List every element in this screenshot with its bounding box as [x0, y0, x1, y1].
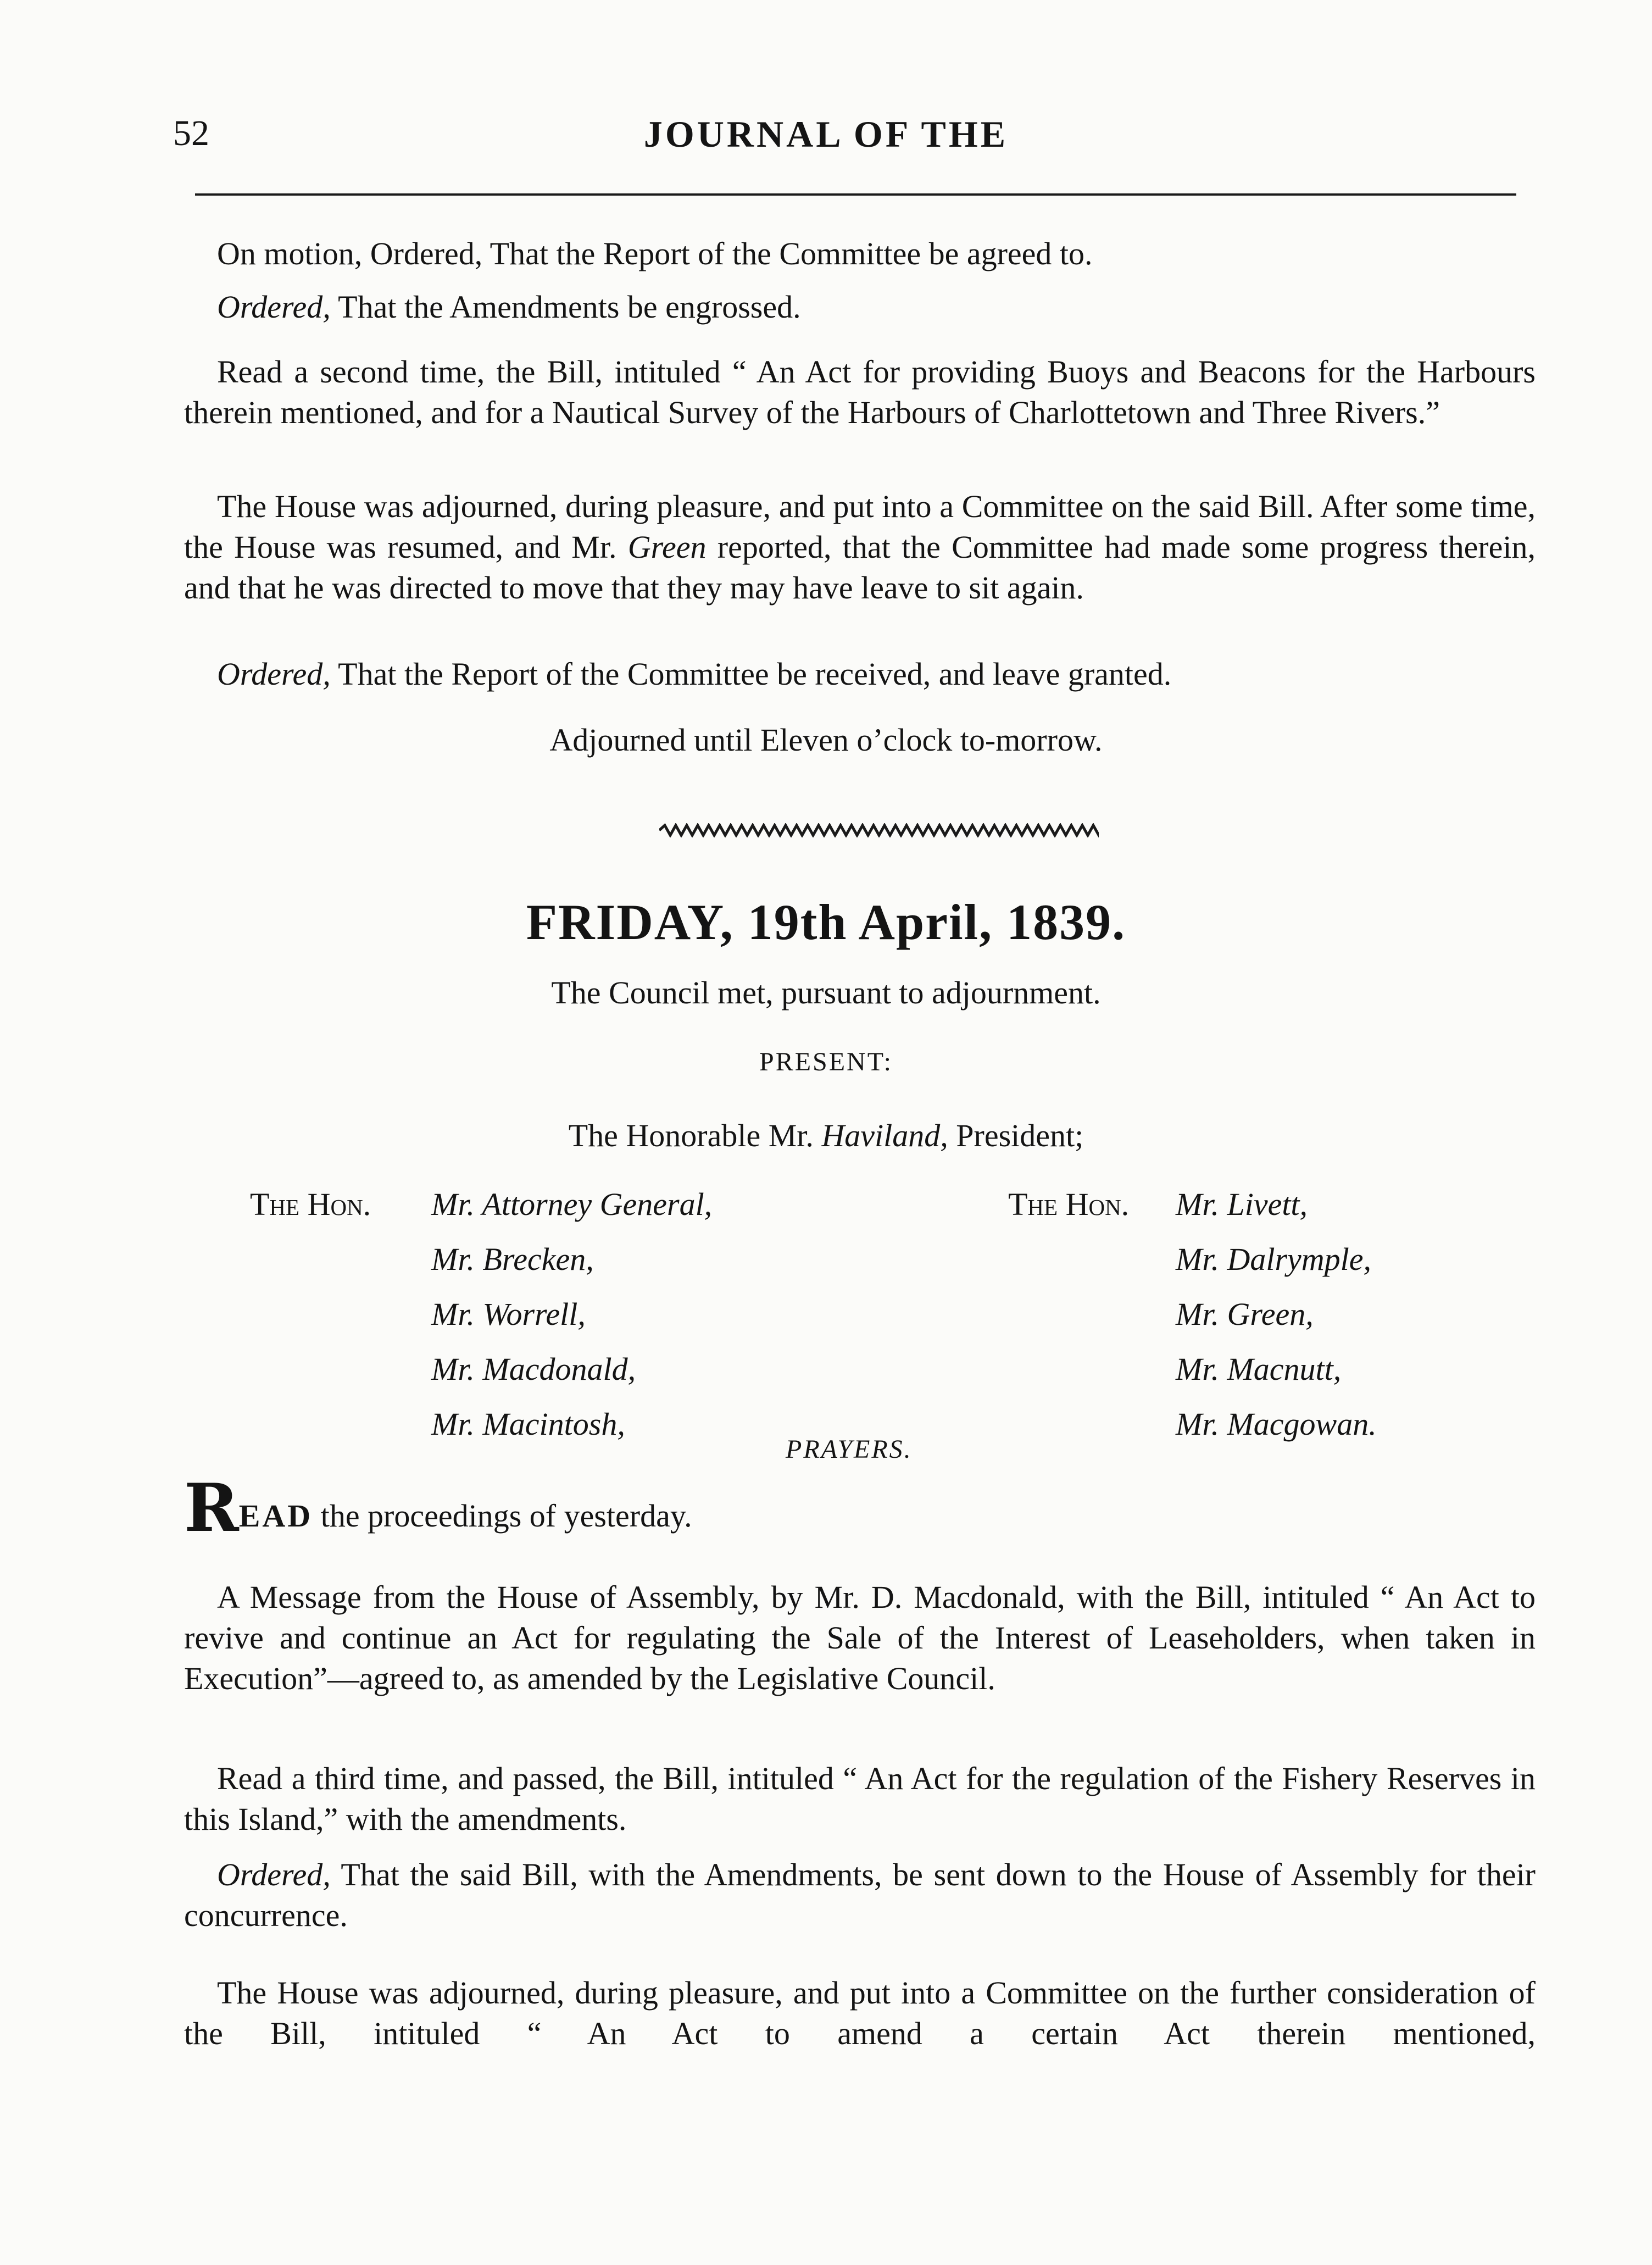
hon-prefix-left: The Hon. — [250, 1186, 371, 1222]
paragraph-assembly-message: A Message from the House of Assembly, by Mr. D. Macdonald, with the Bill, intituled “ An Act to revive and continue an Act for regulating the Sale of the Interest of Leaseholders, when taken in Execution”—agreed to, as amended by the Legislative Council. — [184, 1579, 1536, 1696]
member-left: Mr. Macdonald, — [431, 1351, 636, 1387]
member-name-italic: Green — [627, 529, 707, 565]
hon-prefix-right: The Hon. — [1008, 1186, 1130, 1222]
member-right: Mr. Macnutt, — [1176, 1351, 1342, 1387]
member-right: Mr. Macgowan. — [1176, 1406, 1377, 1442]
member-left: Mr. Brecken, — [431, 1241, 594, 1277]
president-title: President; — [948, 1118, 1084, 1153]
sitting-date-heading: FRIDAY, 19th April, 1839. — [526, 894, 1126, 950]
president-line — [0, 1115, 1652, 1156]
paragraph-text: That the Amendments be engrossed. — [330, 289, 801, 325]
ordered-italic: Ordered, — [217, 656, 331, 692]
paragraph-text: reported, that the Committee had made some progress therein, and that he was directed to move that they may have leave to sit again. — [184, 529, 1536, 606]
running-head: JOURNAL OF THE — [643, 113, 1009, 155]
paragraph-text: the proceedings of yesterday. — [313, 1498, 692, 1534]
president-name: Haviland, — [821, 1118, 948, 1153]
read-caps: EAD — [238, 1498, 313, 1534]
ornament-divider — [659, 823, 1099, 837]
paragraph-text: That the Report of the Committee be received, and leave granted. — [330, 656, 1172, 692]
paragraph-committee-further: The House was adjourned, during pleasure, and put into a Committee on the further consideration of the Bill, intituled “ An Act to amend a certain Act therein mentioned, — [184, 1975, 1536, 2051]
paragraph-amendments-engrossed — [217, 287, 801, 327]
present-label: PRESENT: — [759, 1047, 893, 1076]
paragraph-third-reading: Read a third time, and passed, the Bill, intituled “ An Act for the regulation of the Fishery Reserves in this Island,” with the amendments. — [184, 1761, 1536, 1837]
prayers-label: PRAYERS. — [786, 1435, 913, 1464]
member-left: Mr. Macintosh, — [431, 1406, 625, 1442]
paragraph-leave-granted — [217, 654, 1171, 695]
page-number: 52 — [173, 113, 209, 153]
member-left: Mr. Worrell, — [431, 1296, 586, 1332]
header-rule — [195, 193, 1516, 196]
council-met-line: The Council met, pursuant to adjournment. — [551, 975, 1101, 1011]
adjourned-line: Adjourned until Eleven o’clock to-morrow. — [549, 722, 1103, 758]
paragraph-text: The House was adjourned, during pleasure, and put into a Committee on the said Bill. After some time, the House was resumed, and Mr. — [184, 488, 1536, 565]
member-left: Mr. Attorney General, — [431, 1186, 713, 1222]
member-right: Mr. Livett, — [1176, 1186, 1308, 1222]
ordered-italic: Ordered, — [217, 1857, 331, 1892]
ordered-italic: Ordered, — [217, 289, 331, 325]
paragraph-buoys-bill: Read a second time, the Bill, intituled “ An Act for providing Buoys and Beacons for the Harbours therein mentioned, and for a Nautical Survey of the Harbours of Charlottetown and Three Rivers.” — [184, 354, 1536, 430]
member-right: Mr. Green, — [1176, 1296, 1314, 1332]
member-right: Mr. Dalrymple, — [1176, 1241, 1372, 1277]
paragraph-sent-to-assembly — [184, 1855, 1536, 1936]
drop-cap: R — [184, 1469, 239, 1547]
president-prefix: The Honorable Mr. — [568, 1118, 822, 1153]
read-proceedings-line — [184, 1469, 692, 1547]
paragraph-report-agreed: On motion, Ordered, That the Report of the Committee be agreed to. — [217, 236, 1093, 271]
paragraph-committee-progress — [184, 486, 1536, 608]
paragraph-text: That the said Bill, with the Amendments, be sent down to the House of Assembly for their concurrence. — [184, 1857, 1536, 1933]
